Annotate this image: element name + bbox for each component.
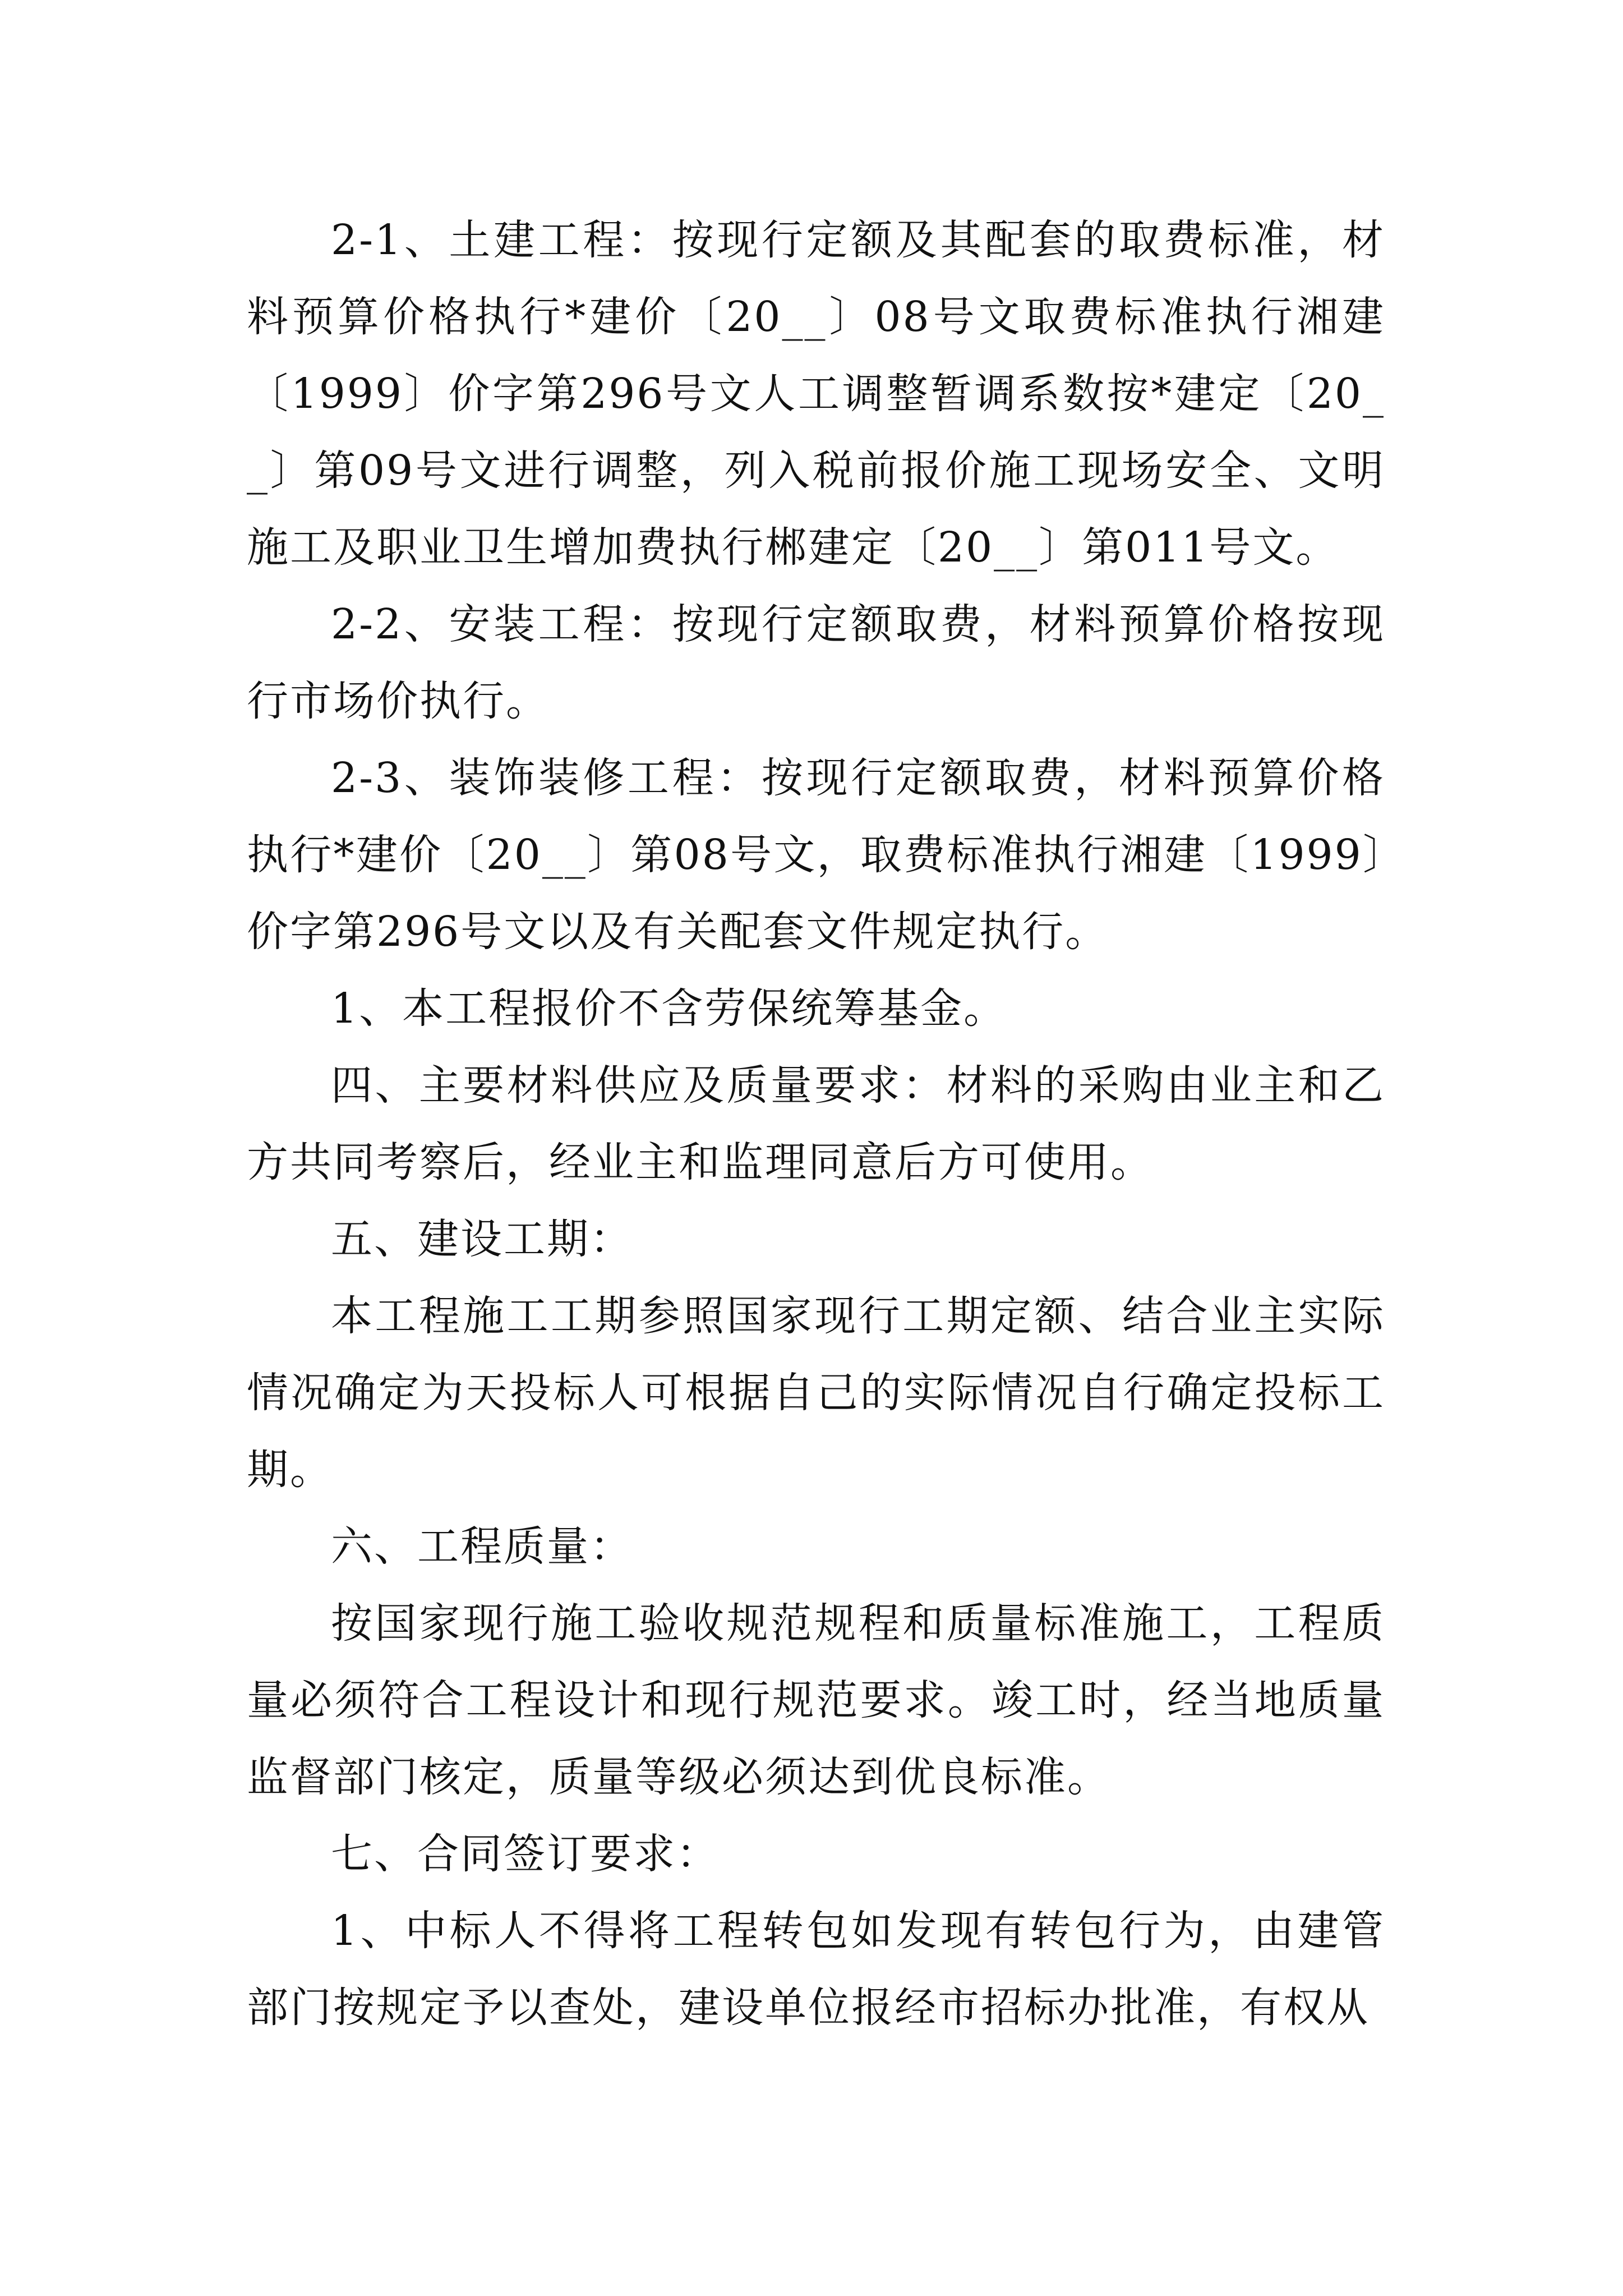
paragraph-construction-period: 本工程施工工期参照国家现行工期定额、结合业主实际情况确定为天投标人可根据自己的实际情况自行确定投标工期。 [247, 1292, 1385, 1494]
paragraph-labor-fund: 1、本工程报价不含劳保统筹基金。 [331, 984, 1007, 1033]
paragraph-installation-pricing: 2-2、安装工程：按现行定额取费，材料预算价格按现行市场价执行。 [247, 600, 1385, 725]
paragraph-material-supply: 四、主要材料供应及质量要求：材料的采购由业主和乙方共同考察后，经业主和监理同意后方可使用。 [247, 1061, 1385, 1186]
heading-contract-requirements: 七、合同签订要求： [331, 1830, 720, 1878]
heading-project-quality: 六、工程质量： [331, 1522, 633, 1571]
paragraph-decoration-pricing: 2-3、装饰装修工程：按现行定额取费，材料预算价格执行*建价〔20__〕第08号文，取费标准执行湘建〔1999〕价字第296号文以及有关配套文件规定执行。 [247, 754, 1385, 956]
paragraph-subcontract-rule: 1、中标人不得将工程转包如发现有转包行为，由建管部门按规定予以查处，建设单位报经市招标办批准，有权从 [247, 1907, 1385, 2032]
paragraph-project-quality: 按国家现行施工验收规范规程和质量标准施工，工程质量必须符合工程设计和现行规范要求。竣工时，经当地质量监督部门核定，质量等级必须达到优良标准。 [247, 1599, 1385, 1801]
paragraph-earthwork-pricing: 2-1、土建工程：按现行定额及其配套的取费标准，材料预算价格执行*建价〔20__〕08号文取费标准执行湘建〔1999〕价字第296号文人工调整暂调系数按*建定〔20__〕第09号文进行调整，列入税前报价施工现场安全、文明施工及职业卫生增加费执行郴建定〔20__〕第011号文。 [247, 216, 1385, 572]
document-page [247, 202, 1385, 2046]
heading-construction-period: 五、建设工期： [331, 1215, 633, 1263]
